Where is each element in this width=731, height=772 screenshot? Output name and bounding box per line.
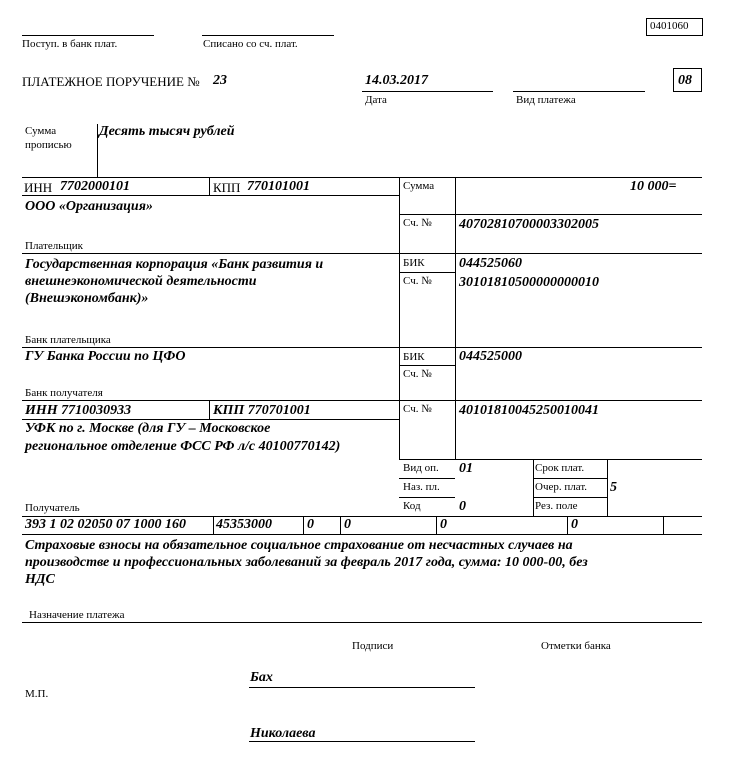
amount-words-label-2: прописью bbox=[25, 139, 72, 151]
payee-label: Получатель bbox=[25, 502, 80, 514]
purpose-line-2: производстве и профессиональных заболеваний за февраль 2017 года, сумма: 10 000-00, без bbox=[25, 555, 588, 570]
payer-kpp-label: КПП bbox=[213, 180, 241, 195]
payee-bank-account-label: Сч. № bbox=[403, 368, 432, 380]
purpose-line-3: НДС bbox=[25, 572, 55, 587]
payer-kpp: 770101001 bbox=[247, 179, 310, 194]
date-label: Дата bbox=[365, 94, 387, 106]
op-type: 01 bbox=[459, 461, 473, 476]
field-107: 0 bbox=[344, 517, 351, 532]
document-date: 14.03.2017 bbox=[365, 73, 428, 88]
field-108: 0 bbox=[440, 517, 447, 532]
payer-bank-bik-label: БИК bbox=[403, 257, 425, 269]
payer-bank-account-label: Сч. № bbox=[403, 275, 432, 287]
document-title: ПЛАТЕЖНОЕ ПОРУЧЕНИЕ № bbox=[22, 74, 200, 89]
field-109: 0 bbox=[571, 517, 578, 532]
priority-label: Очер. плат. bbox=[535, 481, 588, 493]
op-type-label: Вид оп. bbox=[403, 462, 439, 474]
payer-bank-name-1: Государственная корпорация «Банк развития и bbox=[25, 257, 324, 272]
bank-marks-label: Отметки банка bbox=[541, 640, 611, 652]
payee-bank-bik: 044525000 bbox=[459, 349, 522, 364]
payer-bank-name-2: внешнеэкономической деятельности bbox=[25, 274, 257, 289]
stamp-label: М.П. bbox=[25, 688, 49, 700]
signer-2: Николаева bbox=[250, 726, 316, 741]
payer-inn: 7702000101 bbox=[60, 179, 130, 194]
purpose-line-1: Страховые взносы на обязательное социальное страхование от несчастных случаев на bbox=[25, 538, 573, 553]
payee-bank-label: Банк получателя bbox=[25, 387, 103, 399]
signer-1: Бах bbox=[250, 670, 273, 685]
payee-bank-name: ГУ Банка России по ЦФО bbox=[25, 349, 186, 364]
payer-bank-bik: 044525060 bbox=[459, 256, 522, 271]
field-106: 0 bbox=[307, 517, 314, 532]
payee-account: 40101810045250010041 bbox=[459, 403, 599, 418]
code: 0 bbox=[459, 499, 466, 514]
payer-bank-name-3: (Внешэкономбанк)» bbox=[25, 291, 149, 306]
purpose-label: Назначение платежа bbox=[29, 609, 125, 621]
oktmo: 45353000 bbox=[216, 517, 272, 532]
payer-account: 40702810700003302005 bbox=[459, 217, 599, 232]
amount-words: Десять тысяч рублей bbox=[99, 124, 235, 139]
debited-label: Списано со сч. плат. bbox=[203, 38, 298, 50]
payer-bank-label: Банк плательщика bbox=[25, 334, 111, 346]
payee-kpp: КПП 770701001 bbox=[213, 403, 311, 418]
form-code: 0401060 bbox=[650, 20, 689, 32]
purpose-code-label: Наз. пл. bbox=[403, 481, 440, 493]
amount-words-label: Сумма bbox=[25, 125, 57, 137]
code-label: Код bbox=[403, 500, 421, 512]
signatures-label: Подписи bbox=[352, 640, 394, 652]
status-code: 08 bbox=[678, 73, 692, 88]
payer-bank-account: 30101810500000000010 bbox=[459, 275, 599, 290]
payer-label: Плательщик bbox=[25, 240, 83, 252]
document-number: 23 bbox=[213, 73, 227, 88]
reserve-label: Рез. поле bbox=[535, 500, 578, 512]
payee-bank-bik-label: БИК bbox=[403, 351, 425, 363]
received-label: Поступ. в банк плат. bbox=[22, 38, 118, 50]
payer-name: ООО «Организация» bbox=[25, 199, 153, 214]
payee-inn: ИНН 7710030933 bbox=[25, 403, 132, 418]
payer-inn-label: ИНН bbox=[24, 180, 53, 195]
term-label: Срок плат. bbox=[535, 462, 585, 474]
payee-name-2: региональное отделение ФСС РФ л/с 40100770142) bbox=[25, 439, 341, 454]
payee-name-1: УФК по г. Москве (для ГУ – Московское bbox=[25, 421, 271, 436]
payer-account-label: Сч. № bbox=[403, 217, 432, 229]
payee-account-label: Сч. № bbox=[403, 403, 432, 415]
priority: 5 bbox=[610, 480, 617, 495]
kbk: 393 1 02 02050 07 1000 160 bbox=[25, 517, 186, 532]
payment-type-label: Вид платежа bbox=[516, 94, 576, 106]
payer-sum-label: Сумма bbox=[403, 180, 435, 192]
payer-sum: 10 000= bbox=[630, 179, 677, 194]
